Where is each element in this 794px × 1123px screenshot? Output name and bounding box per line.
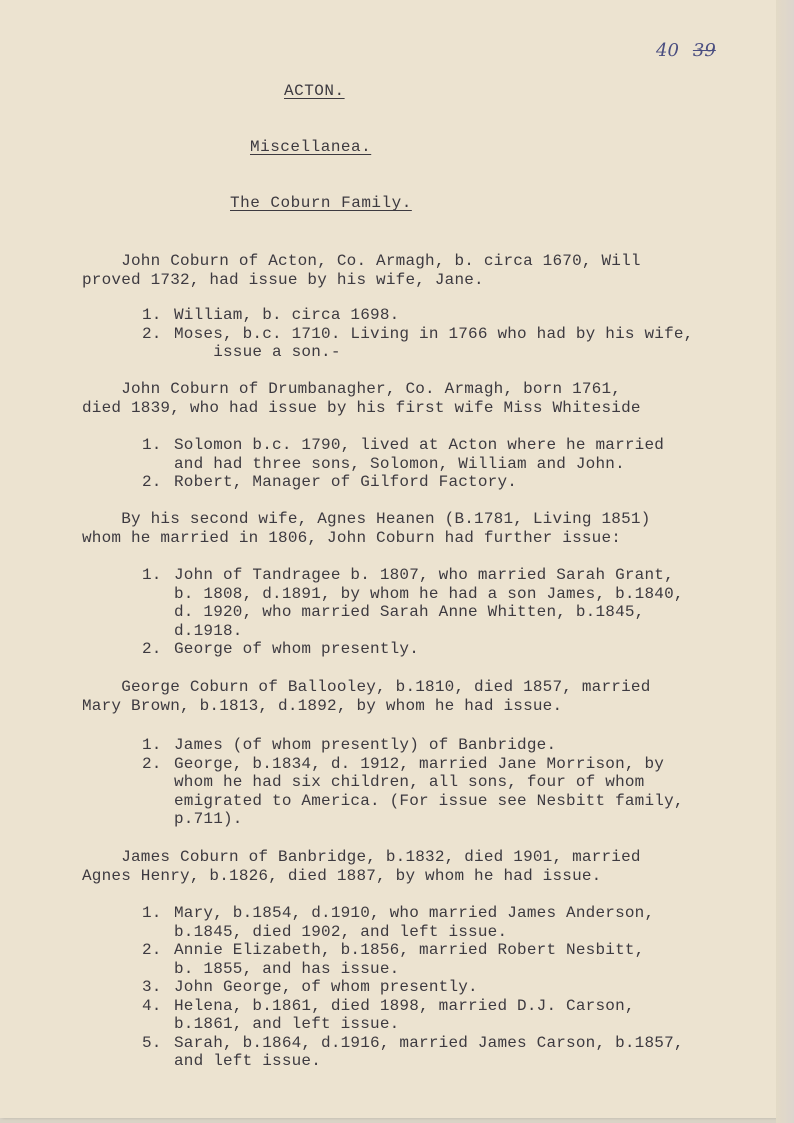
background-edge	[776, 0, 794, 1123]
item-text: William, b. circa 1698.	[174, 306, 400, 324]
document-subtitle: Miscellanea.	[250, 138, 372, 156]
paragraph-banbridge: James Coburn of Banbridge, b.1832, died 1901, married Agnes Henry, b.1826, died 1887, by whom he had issue.	[82, 848, 641, 885]
paragraph-second-wife: By his second wife, Agnes Heanen (B.1781, Living 1851) whom he married in 1806, John Coburn had further issue:	[82, 510, 651, 547]
list-item	[142, 997, 772, 1034]
item-number: 1.	[142, 306, 162, 324]
item-number: 2.	[142, 640, 162, 658]
paragraph-ballooley: George Coburn of Ballooley, b.1810, died 1857, married Mary Brown, b.1813, d.1892, by whom he had issue.	[82, 678, 651, 715]
paragraph-drumbanagher: John Coburn of Drumbanagher, Co. Armagh, born 1761, died 1839, who had issue by his first wife Miss Whiteside	[82, 380, 641, 417]
list-item	[142, 904, 772, 941]
item-text: John of Tandragee b. 1807, who married Sarah Grant, b. 1808, d.1891, by whom he had a son James, b.1840, d. 1920, who married Sarah Anne Whitten, b.1845, d.1918.	[174, 566, 684, 640]
item-number: 2.	[142, 754, 162, 773]
item-number: 1.	[142, 436, 162, 454]
list-item	[142, 1034, 772, 1071]
page-number-struck: 39	[692, 40, 716, 61]
list-item	[142, 736, 772, 755]
list-item	[142, 640, 772, 659]
item-text: George, b.1834, d. 1912, married Jane Morrison, by whom he had six children, all sons, four of whom emigrated to America. (For issue see Nesbitt family, p.711).	[174, 754, 684, 828]
list-item	[142, 436, 772, 473]
item-text: Solomon b.c. 1790, lived at Acton where he married and had three sons, Solomon, William and John.	[174, 436, 665, 473]
list-item	[142, 978, 772, 997]
item-number: 1.	[142, 566, 162, 584]
item-number: 4.	[142, 996, 162, 1015]
item-text: Mary, b.1854, d.1910, who married James Anderson, b.1845, died 1902, and left issue.	[174, 904, 655, 941]
item-number: 2.	[142, 941, 162, 959]
item-number: 3.	[142, 978, 162, 996]
item-text: Moses, b.c. 1710. Living in 1766 who had by his wife, issue a son.-	[174, 324, 694, 361]
item-number: 2.	[142, 473, 162, 491]
item-number: 5.	[142, 1033, 162, 1052]
section-title: The Coburn Family.	[230, 194, 412, 212]
list-item	[142, 941, 772, 978]
list-item	[142, 755, 772, 829]
list-ballooley-issue	[142, 736, 772, 829]
item-text: James (of whom presently) of Banbridge.	[174, 736, 557, 754]
list-banbridge-issue	[142, 904, 772, 1071]
list-acton-issue	[142, 306, 772, 362]
item-number: 1.	[142, 904, 162, 922]
paragraph-acton-coburn: John Coburn of Acton, Co. Armagh, b. circa 1670, Will proved 1732, had issue by his wife, Jane.	[82, 252, 641, 289]
list-second-wife-issue	[142, 566, 772, 659]
item-number: 2.	[142, 324, 162, 343]
item-text: Annie Elizabeth, b.1856, married Robert Nesbitt, b. 1855, and has issue.	[174, 941, 645, 978]
item-text: Robert, Manager of Gilford Factory.	[174, 473, 518, 491]
page-number	[656, 40, 716, 61]
list-item	[142, 473, 772, 492]
list-item	[142, 325, 772, 362]
list-item	[142, 306, 772, 325]
item-text: Helena, b.1861, died 1898, married D.J. Carson, b.1861, and left issue.	[174, 996, 635, 1033]
item-number: 1.	[142, 736, 162, 754]
item-text: George of whom presently.	[174, 640, 420, 658]
item-text: John George, of whom presently.	[174, 978, 478, 996]
document-title: ACTON.	[284, 82, 345, 100]
item-text: Sarah, b.1864, d.1916, married James Carson, b.1857, and left issue.	[174, 1033, 684, 1070]
page-number-current: 40	[656, 40, 679, 61]
list-item	[142, 566, 772, 640]
list-first-wife-issue	[142, 436, 772, 492]
